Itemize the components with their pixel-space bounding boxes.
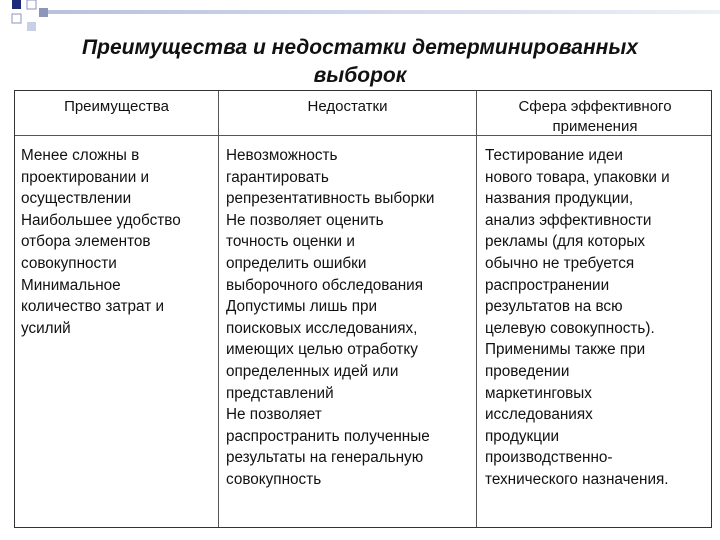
disadvantages-line: Не позволяет [226,406,322,424]
application-line: обычно не требуется [485,254,635,272]
application-line: рекламы (для которых [485,233,646,251]
slide-title [20,34,700,90]
application-line: целевую совокупность). [485,319,655,337]
deco-square-1 [12,0,21,9]
column-divider-1 [218,91,219,527]
disadvantages-cell [226,145,474,491]
header-application-area [477,97,713,137]
disadvantages-line: гарантировать [226,168,329,186]
disadvantages-line: точность оценки и [226,233,355,251]
advantages-line: Минимальное [21,276,121,294]
deco-square-2 [27,0,36,9]
disadvantages-line: результаты на генеральную [226,449,424,467]
advantages-line: осуществлении [21,190,132,208]
disadvantages-line: совокупность [226,470,322,488]
deco-square-3 [39,8,48,17]
application-line: продукции [485,427,560,445]
application-line: исследованиях [485,406,593,424]
disadvantages-line: представлений [226,384,334,402]
disadvantages-line: имеющих целью отработку [226,341,418,359]
disadvantages-line: распространить полученные [226,427,430,445]
disadvantages-line: определенных идей или [226,362,399,380]
application-line: Применимы также при [485,341,646,359]
application-line: названия продукции, [485,190,634,208]
comparison-table [14,90,712,528]
application-area-cell [485,145,711,491]
top-bar [40,10,720,14]
advantages-line: отбора элементов [21,233,151,251]
header-advantages [15,97,218,117]
application-line: маркетинговых [485,384,592,402]
disadvantages-line: поисковых исследованиях, [226,319,418,337]
application-line: Тестирование идеи [485,147,623,164]
application-line: технического назначения. [485,470,669,488]
header-application-line-1: Сфера эффективного [518,98,672,115]
application-line: производственно- [485,449,613,467]
disadvantages-line: определить ошибки [226,254,367,272]
title-line-2: выборок [313,64,407,87]
disadvantages-line: выборочного обследования [226,276,424,294]
application-line: результатов на всю [485,298,623,316]
disadvantages-line: Не позволяет оценить [226,211,384,229]
header-disadvantages-line-1: Недостатки [307,98,388,115]
header-advantages-line-1: Преимущества [64,98,169,115]
advantages-line: Наибольшее удобство [21,211,181,229]
deco-square-4 [12,14,21,23]
advantages-cell [21,145,215,339]
title-line-1: Преимущества и недостатки детерминированных [82,36,638,59]
header-disadvantages [219,97,476,117]
advantages-line: Менее сложны в [21,147,140,164]
application-line: проведении [485,362,570,380]
disadvantages-line: Допустимы лишь при [226,298,378,316]
disadvantages-line: репрезентативность выборки [226,190,435,208]
application-line: анализ эффективности [485,211,652,229]
advantages-line: количество затрат и [21,298,165,316]
deco-square-5 [27,22,36,31]
advantages-line: совокупности [21,254,117,272]
header-application-line-2: применения [552,118,638,135]
column-divider-2 [476,91,477,527]
disadvantages-line: Невозможность [226,147,338,164]
advantages-line: проектировании и [21,168,150,186]
application-line: распространении [485,276,610,294]
advantages-line: усилий [21,319,71,337]
application-line: нового товара, упаковки и [485,168,670,186]
